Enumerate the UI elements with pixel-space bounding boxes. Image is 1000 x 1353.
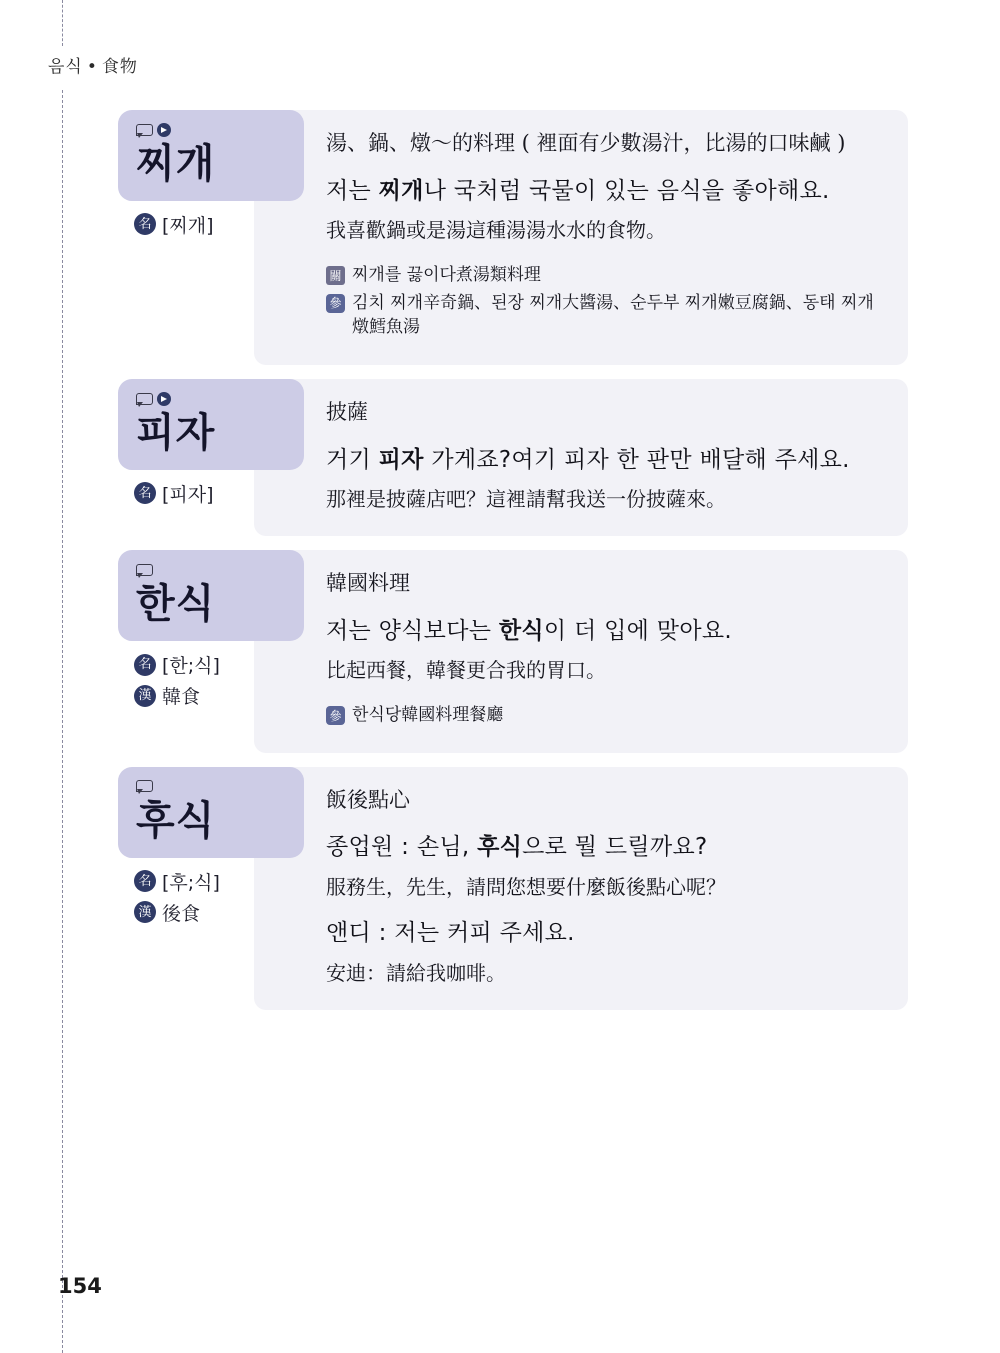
pos-line	[134, 868, 304, 895]
pos-block	[118, 858, 304, 926]
entry-content	[254, 550, 908, 753]
example-korean-pre: 저는 양식보다는	[326, 617, 499, 644]
example-korean-second: 앤디 : 저는 커피 주세요.	[326, 920, 575, 947]
entry-content	[254, 767, 908, 1010]
entry-content	[254, 379, 908, 536]
noun-badge: 名	[134, 654, 156, 676]
dictionary-entry	[118, 379, 908, 536]
dictionary-entry	[118, 767, 908, 1010]
note-list	[326, 263, 882, 340]
hanja-badge: 漢	[134, 685, 156, 707]
note-item	[326, 263, 882, 288]
note-text: 찌개를 끓이다煮湯類料理	[352, 265, 541, 286]
example-korean-pre: 저는	[326, 177, 379, 204]
dictionary-entry	[118, 550, 908, 753]
header-category-zh: 食物	[101, 57, 138, 77]
hanja-text: 韓食	[162, 686, 201, 708]
entry-content	[254, 110, 908, 365]
audio-icon[interactable]	[157, 123, 171, 137]
example-korean-post: 으로 뭘 드릴까요?	[522, 834, 708, 861]
icon-row	[136, 120, 290, 140]
headword-column	[118, 767, 304, 930]
headword: 한식	[136, 581, 216, 628]
meaning-text: 飯後點心	[326, 787, 410, 812]
headword-column	[118, 110, 304, 242]
noun-badge: 名	[134, 870, 156, 892]
example-korean-keyword: 찌개	[378, 177, 424, 204]
pronunciation: [후;식]	[162, 871, 220, 894]
hanja-line	[134, 899, 304, 926]
margin-rule-top	[62, 0, 63, 46]
example-korean	[326, 614, 882, 650]
example-chinese-second: 安迪：請給我咖啡。	[326, 960, 506, 985]
pos-line	[134, 480, 304, 507]
example-korean	[326, 830, 882, 866]
headword-box	[118, 767, 304, 858]
noun-badge: 名	[134, 213, 156, 235]
margin-rule-bottom	[62, 90, 63, 1353]
example-chinese: 那裡是披薩店吧？這裡請幫我送一份披薩來。	[326, 487, 726, 512]
reference-badge: 參	[326, 294, 345, 313]
pronunciation: [찌개]	[162, 214, 214, 237]
headword-column	[118, 379, 304, 511]
example-korean-keyword: 피자	[378, 446, 424, 473]
headword: 후식	[136, 797, 216, 844]
example-korean-pre: 종업원 : 손님,	[326, 834, 478, 861]
example-chinese: 我喜歡鍋或是湯這種湯湯水水的食物。	[326, 218, 666, 243]
pos-line	[134, 211, 304, 238]
speech-icon	[136, 124, 153, 137]
pos-line	[134, 651, 304, 678]
example-korean-post: 이 더 입에 맞아요.	[543, 617, 732, 644]
example-korean-keyword: 한식	[498, 617, 544, 644]
entry-list	[118, 110, 908, 1018]
example-korean-post: 가게죠?여기 피자 한 판만 배달해 주세요.	[423, 446, 850, 473]
headword: 피자	[136, 410, 216, 457]
example-korean-pre: 거기	[326, 446, 379, 473]
example-korean-post: 나 국처럼 국물이 있는 음식을 좋아해요.	[423, 177, 830, 204]
example-chinese: 服務生，先生，請問您想要什麼飯後點心呢？	[326, 875, 726, 900]
dictionary-entry	[118, 110, 908, 365]
headword: 찌개	[136, 141, 216, 187]
noun-badge: 名	[134, 482, 156, 504]
note-text: 김치 찌개辛奇鍋、된장 찌개大醬湯、순두부 찌개嫩豆腐鍋、동태 찌개燉鱈魚湯	[352, 292, 874, 338]
speech-icon	[136, 780, 153, 793]
headword-box	[118, 379, 304, 470]
headword-box	[118, 550, 304, 641]
icon-row	[136, 777, 290, 797]
audio-icon[interactable]	[157, 392, 171, 406]
headword-box	[118, 110, 304, 201]
hanja-text: 後食	[162, 902, 201, 925]
header-separator: •	[86, 57, 98, 77]
icon-row	[136, 389, 290, 409]
speech-icon	[136, 564, 153, 577]
pos-block	[118, 201, 304, 238]
related-badge: 關	[326, 266, 345, 285]
pos-block	[118, 641, 304, 709]
note-item	[326, 291, 882, 340]
icon-row	[136, 560, 290, 580]
pronunciation: [피자]	[162, 483, 214, 506]
pos-block	[118, 470, 304, 507]
header-category-ko: 음식	[48, 57, 83, 77]
page-number: 154	[58, 1274, 102, 1298]
example-korean-keyword: 후식	[477, 834, 523, 861]
pronunciation: [한;식]	[162, 655, 220, 677]
example-korean	[326, 443, 882, 479]
note-item	[326, 703, 882, 728]
meaning-text: 湯、鍋、燉～的料理 ( 裡面有少數湯汁，比湯的口味鹹 )	[326, 131, 846, 155]
note-list	[326, 703, 882, 728]
meaning-text: 披薩	[326, 400, 368, 425]
reference-badge: 參	[326, 706, 345, 725]
meaning-text: 韓國料理	[326, 571, 410, 596]
example-chinese: 比起西餐，韓餐更合我的胃口。	[326, 658, 606, 683]
example-korean	[326, 174, 882, 210]
hanja-badge: 漢	[134, 901, 156, 923]
hanja-line	[134, 682, 304, 709]
note-text: 한식당韓國料理餐廳	[352, 705, 504, 726]
headword-column	[118, 550, 304, 713]
speech-icon	[136, 393, 153, 406]
page-header	[48, 52, 138, 77]
